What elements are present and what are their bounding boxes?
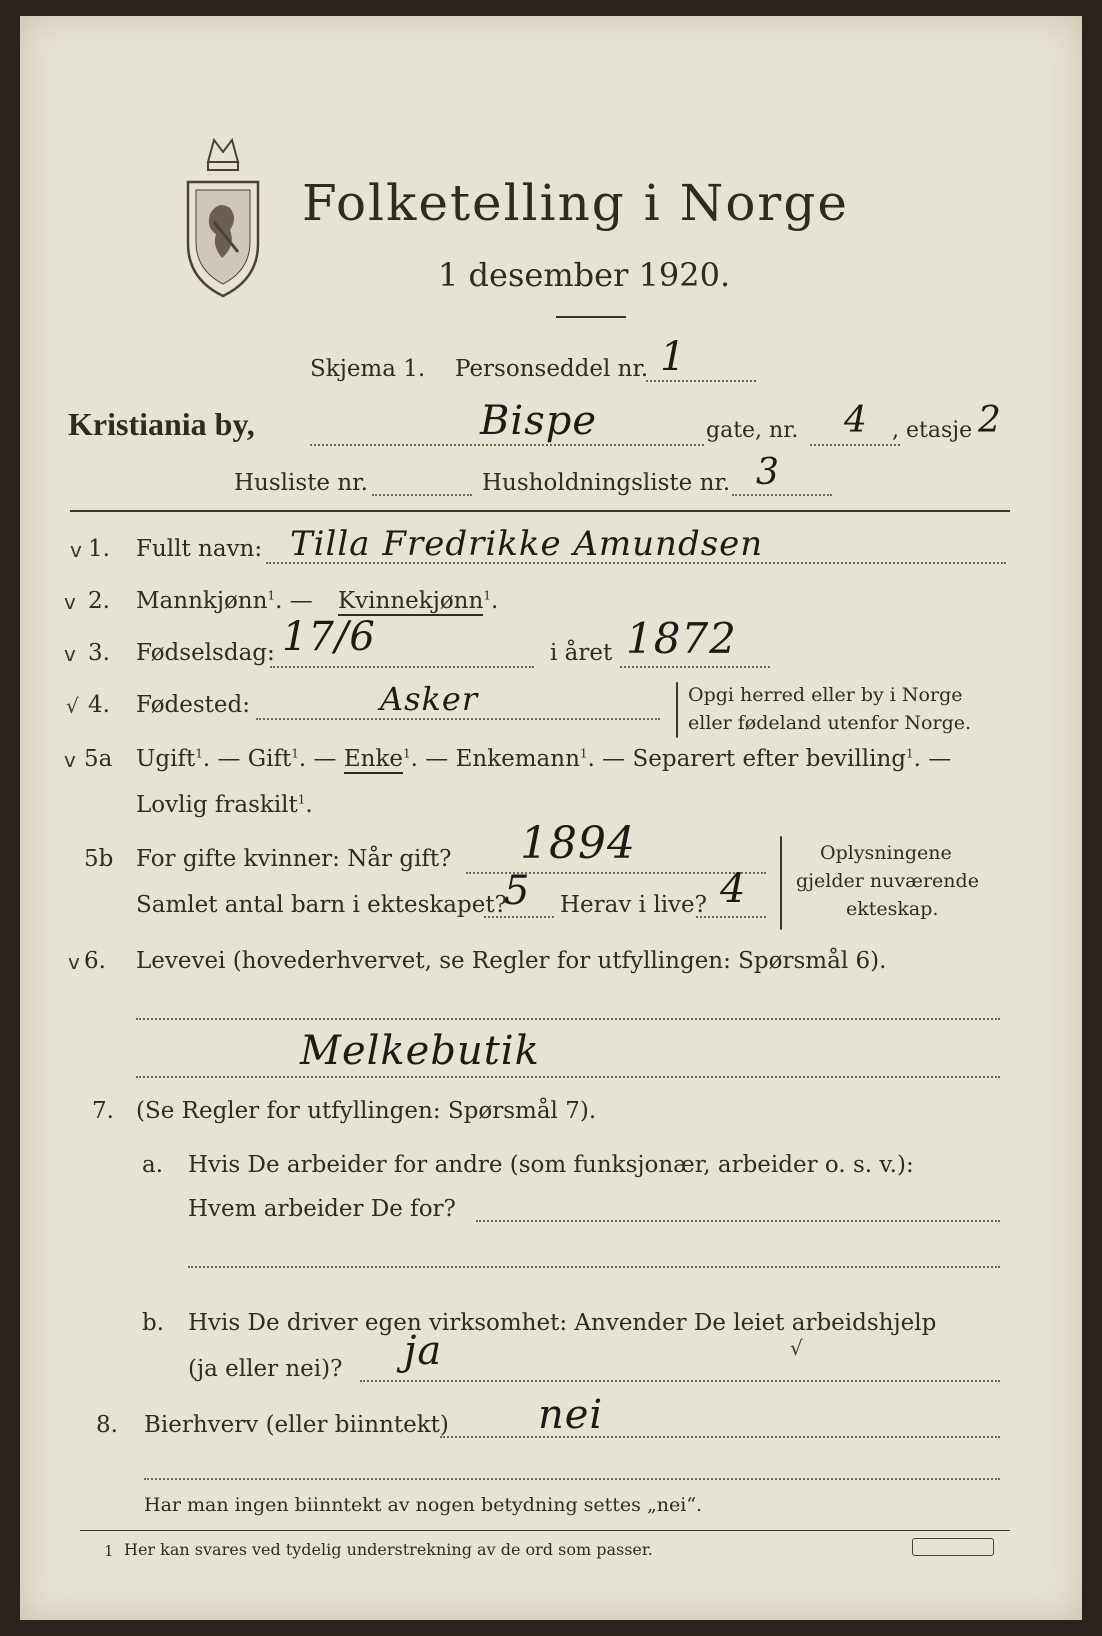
q8-line-1 bbox=[440, 1436, 1000, 1438]
q7a-text-line1: Hvis De arbeider for andre (som funksjonær, arbeider o. s. v.): bbox=[188, 1152, 914, 1178]
street-value: Bispe bbox=[480, 398, 597, 444]
q8-value: nei bbox=[538, 1392, 604, 1438]
q5b-children-line bbox=[484, 916, 554, 918]
footnote-number: 1 bbox=[104, 1542, 114, 1560]
q8-label: Bierhverv (eller biinntekt) bbox=[144, 1412, 449, 1438]
q4-value: Asker bbox=[380, 680, 479, 718]
q5b-children-label: Samlet antal barn i ekteskapet? bbox=[136, 892, 507, 918]
etasje-value: 2 bbox=[978, 400, 1002, 441]
q7a-line-1 bbox=[476, 1220, 1000, 1222]
check-mark-5a: v bbox=[64, 748, 76, 772]
q4-note-brace bbox=[676, 682, 678, 738]
q1-value: Tilla Fredrikke Amundsen bbox=[290, 524, 764, 564]
etasje-label: , etasje bbox=[892, 418, 973, 443]
q5a-number: 5a bbox=[84, 746, 113, 772]
check-mark-2: v bbox=[64, 590, 76, 614]
q6-label: Levevei (hovederhvervet, se Regler for utfyllingen: Spørsmål 6). bbox=[136, 948, 887, 974]
schema-label: Skjema 1. bbox=[310, 356, 426, 382]
q7b-text-line1: Hvis De driver egen virksomhet: Anvender De leiet arbeidshjelp bbox=[188, 1310, 937, 1336]
q7b-line bbox=[360, 1380, 1000, 1382]
q3-number: 3. bbox=[88, 640, 110, 666]
q7-label: (Se Regler for utfyllingen: Spørsmål 7). bbox=[136, 1098, 597, 1124]
q4-note-line1: Opgi herred eller by i Norge bbox=[688, 684, 963, 706]
nr-value: 4 bbox=[844, 400, 868, 441]
norway-coat-of-arms-icon bbox=[178, 134, 268, 304]
husholdning-value: 3 bbox=[756, 452, 780, 493]
check-mark-3: v bbox=[64, 642, 76, 666]
q1-number: 1. bbox=[88, 536, 110, 562]
q6-line-1 bbox=[136, 1018, 1000, 1020]
q1-label: Fullt navn: bbox=[136, 536, 263, 562]
q5b-alive-label: Herav i live? bbox=[560, 892, 707, 918]
bleed-through-text bbox=[900, 116, 905, 134]
form-title: Folketelling i Norge bbox=[302, 174, 849, 232]
personseddel-line bbox=[646, 380, 756, 382]
q5b-children-value: 5 bbox=[504, 868, 531, 914]
q5b-note-brace bbox=[780, 836, 782, 930]
q7a-text-line2: Hvem arbeider De for? bbox=[188, 1196, 456, 1222]
q5b-alive-value: 4 bbox=[720, 866, 747, 912]
q5a-lovlig-fraskilt: Lovlig fraskilt$^1$. bbox=[136, 792, 313, 818]
q7b-value: ja bbox=[404, 1328, 443, 1374]
q5b-label: For gifte kvinner: Når gift? bbox=[136, 846, 452, 872]
q5b-alive-line bbox=[696, 916, 766, 918]
q7a-line-2 bbox=[188, 1266, 1000, 1268]
check-mark-7b: √ bbox=[790, 1336, 803, 1360]
q6-value: Melkebutik bbox=[300, 1028, 540, 1074]
check-mark-1: v bbox=[70, 538, 82, 562]
title-divider bbox=[556, 316, 626, 318]
q3-year-value: 1872 bbox=[626, 614, 737, 663]
check-mark-4: √ bbox=[66, 694, 79, 718]
q3-label: Fødselsdag: bbox=[136, 640, 275, 666]
city-label: Kristiania by, bbox=[68, 406, 255, 442]
q5b-note-line3: ekteskap. bbox=[846, 898, 939, 920]
q6-line-2 bbox=[136, 1076, 1000, 1078]
street-line bbox=[310, 444, 704, 446]
q8-line-2 bbox=[144, 1478, 1000, 1480]
q8-number: 8. bbox=[96, 1412, 118, 1438]
check-mark-6: v bbox=[68, 950, 80, 974]
footer-note: Har man ingen biinntekt av nogen betydning settes „nei“. bbox=[144, 1494, 703, 1516]
q4-note-line2: eller fødeland utenfor Norge. bbox=[688, 712, 972, 734]
q7b-letter: b. bbox=[142, 1310, 165, 1336]
q5b-number: 5b bbox=[84, 846, 114, 872]
q3-line bbox=[270, 666, 534, 668]
q5b-married-value: 1894 bbox=[520, 818, 636, 869]
q3-year-label: i året bbox=[550, 640, 613, 666]
gate-label: gate, nr. bbox=[706, 418, 799, 443]
census-form-page bbox=[20, 16, 1082, 1620]
footnote-text: Her kan svares ved tydelig understrekning av de ord som passer. bbox=[124, 1540, 653, 1559]
personseddel-label: Personseddel nr. bbox=[455, 356, 649, 382]
q5a-options: Ugift$^1$. — Gift$^1$. — Enke$^1$. — Enkemann$^1$. — Separert efter bevilling$^1$. — bbox=[136, 746, 952, 772]
q7b-text-line2: (ja eller nei)? bbox=[188, 1356, 343, 1382]
personseddel-value: 1 bbox=[660, 334, 687, 380]
footer-rule bbox=[80, 1530, 1010, 1531]
q7a-letter: a. bbox=[142, 1152, 164, 1178]
husholdning-label: Husholdningsliste nr. bbox=[482, 470, 731, 496]
nr-line bbox=[810, 444, 900, 446]
q5b-note-line2: gjelder nuværende bbox=[796, 870, 979, 892]
q4-number: 4. bbox=[88, 692, 110, 718]
form-subtitle: 1 desember 1920. bbox=[438, 256, 731, 294]
husholdning-line bbox=[732, 494, 832, 496]
q6-number: 6. bbox=[84, 948, 106, 974]
section-divider bbox=[70, 510, 1010, 512]
q2-male-option: Mannkjønn$^1$. — bbox=[136, 588, 313, 614]
q4-line bbox=[256, 718, 660, 720]
husliste-label: Husliste nr. bbox=[234, 470, 368, 496]
q2-number: 2. bbox=[88, 588, 110, 614]
q2-female-option: Kvinnekjønn$^1$. bbox=[338, 588, 499, 614]
q5b-note-line1: Oplysningene bbox=[820, 842, 952, 864]
husliste-line bbox=[372, 494, 472, 496]
q7-number: 7. bbox=[92, 1098, 114, 1124]
printer-stamp bbox=[912, 1538, 994, 1556]
q3-year-line bbox=[620, 666, 770, 668]
q3-value: 17/6 bbox=[282, 614, 376, 660]
q4-label: Fødested: bbox=[136, 692, 251, 718]
